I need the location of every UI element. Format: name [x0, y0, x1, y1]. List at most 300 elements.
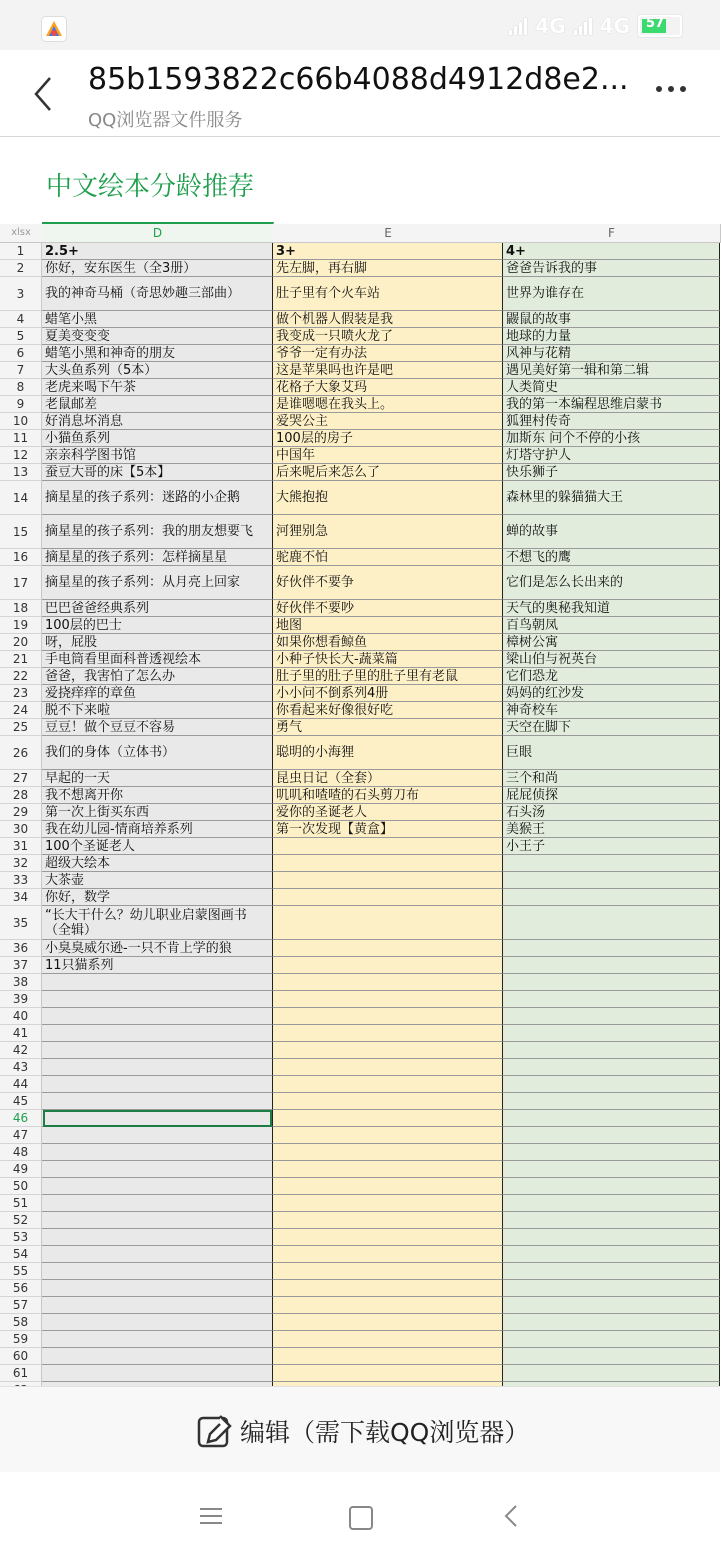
table-cell-f[interactable]	[503, 1093, 720, 1110]
table-cell-e[interactable]: 好伙伴不要争	[273, 566, 503, 600]
table-cell-f[interactable]: 灯塔守护人	[503, 447, 720, 464]
row-number[interactable]: 19	[0, 617, 42, 634]
table-cell-f[interactable]	[503, 1297, 720, 1314]
table-cell-d[interactable]	[42, 974, 273, 991]
table-cell-e[interactable]: 爷爷一定有办法	[273, 345, 503, 362]
table-cell-e[interactable]: 先左脚，再右脚	[273, 260, 503, 277]
table-row	[0, 345, 720, 362]
table-cell-d[interactable]: 爸爸，我害怕了怎么办	[42, 668, 273, 685]
row-number[interactable]: 20	[0, 634, 42, 651]
row-number[interactable]: 7	[0, 362, 42, 379]
row-number[interactable]: 27	[0, 770, 42, 787]
table-cell-e[interactable]: 这是苹果吗也许是吧	[273, 362, 503, 379]
row-number[interactable]: 40	[0, 1008, 42, 1025]
sheet-title: 中文绘本分龄推荐	[46, 172, 255, 202]
table-row	[0, 1025, 720, 1042]
row-number[interactable]: 16	[0, 549, 42, 566]
table-row	[0, 549, 720, 566]
row-number[interactable]: 22	[0, 668, 42, 685]
system-back-button[interactable]	[500, 1504, 524, 1528]
table-cell-d[interactable]: 摘星星的孩子系列：迷路的小企鹅	[42, 481, 273, 515]
table-cell-d[interactable]: 第一次上街买东西	[42, 804, 273, 821]
table-cell-d[interactable]: 手电筒看里面科普透视绘本	[42, 651, 273, 668]
row-number[interactable]: 5	[0, 328, 42, 345]
more-dots-icon	[656, 86, 662, 92]
table-cell-d[interactable]: 蚕豆大哥的床【5本】	[42, 464, 273, 481]
table-cell-d[interactable]: 你好，安东医生（全3册）	[42, 260, 273, 277]
table-cell-e[interactable]: 花格子大象艾玛	[273, 379, 503, 396]
table-cell-d[interactable]: 我在幼儿园-情商培养系列	[42, 821, 273, 838]
table-cell-f[interactable]	[503, 1042, 720, 1059]
table-row	[0, 277, 720, 311]
row-number[interactable]: 11	[0, 430, 42, 447]
table-cell-f[interactable]	[503, 872, 720, 889]
row-number[interactable]: 10	[0, 413, 42, 430]
row-number[interactable]: 8	[0, 379, 42, 396]
row-number[interactable]: 57	[0, 1297, 42, 1314]
row-number[interactable]: 41	[0, 1025, 42, 1042]
table-cell-d[interactable]	[42, 1008, 273, 1025]
table-cell-e[interactable]	[273, 872, 503, 889]
table-cell-f[interactable]	[503, 1314, 720, 1331]
table-cell-f[interactable]: 蝉的故事	[503, 515, 720, 549]
table-cell-d[interactable]	[42, 1348, 273, 1365]
table-cell-d[interactable]: 老虎来喝下午茶	[42, 379, 273, 396]
table-cell-f[interactable]: 屁屁侦探	[503, 787, 720, 804]
table-cell-f[interactable]: 百鸟朝凤	[503, 617, 720, 634]
table-cell-e[interactable]	[273, 1263, 503, 1280]
table-cell-e[interactable]	[273, 1127, 503, 1144]
table-cell-f[interactable]: 神奇校车	[503, 702, 720, 719]
table-cell-e[interactable]	[273, 889, 503, 906]
table-cell-e[interactable]	[273, 1348, 503, 1365]
table-row	[0, 617, 720, 634]
back-button[interactable]	[26, 72, 62, 116]
table-row	[0, 957, 720, 974]
row-number[interactable]: 46	[0, 1110, 42, 1127]
table-cell-d[interactable]	[42, 1059, 273, 1076]
table-cell-f[interactable]	[503, 1178, 720, 1195]
table-cell-f[interactable]	[503, 940, 720, 957]
table-row	[0, 379, 720, 396]
table-cell-e[interactable]: 3+	[273, 243, 503, 260]
table-cell-e[interactable]	[273, 1246, 503, 1263]
table-row	[0, 515, 720, 549]
table-cell-f[interactable]	[503, 1076, 720, 1093]
table-cell-f[interactable]: 遇见美好第一辑和第二辑	[503, 362, 720, 379]
table-cell-d[interactable]: 爱挠痒痒的章鱼	[42, 685, 273, 702]
table-cell-e[interactable]	[273, 1008, 503, 1025]
table-cell-f[interactable]: 妈妈的红沙发	[503, 685, 720, 702]
table-cell-f[interactable]: 天气的奥秘我知道	[503, 600, 720, 617]
table-cell-d[interactable]	[42, 1331, 273, 1348]
row-number[interactable]: 52	[0, 1212, 42, 1229]
table-row	[0, 481, 720, 515]
table-cell-d[interactable]: “长大干什么？幼儿职业启蒙图画书（全辑）	[42, 906, 273, 940]
more-button[interactable]	[656, 86, 696, 100]
table-cell-d[interactable]: 脱不下来啦	[42, 702, 273, 719]
table-row	[0, 328, 720, 345]
table-cell-f[interactable]	[503, 1161, 720, 1178]
column-header-f[interactable]: F	[503, 224, 721, 243]
table-cell-d[interactable]	[42, 1042, 273, 1059]
table-cell-f[interactable]	[503, 906, 720, 940]
table-cell-d[interactable]	[42, 1195, 273, 1212]
table-cell-e[interactable]	[273, 1076, 503, 1093]
table-cell-d[interactable]: 呀，屁股	[42, 634, 273, 651]
row-number[interactable]: 29	[0, 804, 42, 821]
table-row	[0, 736, 720, 770]
table-cell-d[interactable]	[42, 1178, 273, 1195]
table-cell-f[interactable]: 鼹鼠的故事	[503, 311, 720, 328]
table-cell-d[interactable]	[42, 1127, 273, 1144]
table-cell-e[interactable]	[273, 1314, 503, 1331]
table-row	[0, 702, 720, 719]
table-cell-f[interactable]: 风神与花精	[503, 345, 720, 362]
table-cell-e[interactable]: 做个机器人假装是我	[273, 311, 503, 328]
table-cell-e[interactable]	[273, 974, 503, 991]
status-indicators	[509, 14, 682, 38]
table-cell-f[interactable]: 巨眼	[503, 736, 720, 770]
table-cell-f[interactable]	[503, 1195, 720, 1212]
table-cell-f[interactable]: 人类简史	[503, 379, 720, 396]
table-cell-e[interactable]: 大熊抱抱	[273, 481, 503, 515]
row-number[interactable]: 3	[0, 277, 42, 311]
table-row	[0, 311, 720, 328]
table-row	[0, 447, 720, 464]
table-cell-f[interactable]	[503, 1280, 720, 1297]
table-cell-d[interactable]: 2.5+	[42, 243, 273, 260]
row-number[interactable]: 35	[0, 906, 42, 940]
table-cell-e[interactable]: 中国年	[273, 447, 503, 464]
table-cell-e[interactable]	[273, 1365, 503, 1382]
row-number[interactable]: 59	[0, 1331, 42, 1348]
row-number[interactable]: 9	[0, 396, 42, 413]
row-number[interactable]: 2	[0, 260, 42, 277]
home-button[interactable]	[349, 1506, 373, 1530]
table-cell-d[interactable]: 蜡笔小黑	[42, 311, 273, 328]
row-number[interactable]: 33	[0, 872, 42, 889]
table-row	[0, 770, 720, 787]
table-cell-d[interactable]: 早起的一天	[42, 770, 273, 787]
table-cell-f[interactable]	[503, 855, 720, 872]
row-number[interactable]: 54	[0, 1246, 42, 1263]
row-number[interactable]: 58	[0, 1314, 42, 1331]
recent-apps-button[interactable]	[200, 1508, 222, 1524]
table-cell-d[interactable]: 摘星星的孩子系列：怎样摘星星	[42, 549, 273, 566]
table-row	[0, 719, 720, 736]
column-header-e[interactable]: E	[273, 224, 504, 243]
table-cell-e[interactable]	[273, 1110, 503, 1127]
table-row	[0, 1008, 720, 1025]
table-cell-f[interactable]: 地球的力量	[503, 328, 720, 345]
table-cell-d[interactable]: 我们的身体（立体书）	[42, 736, 273, 770]
table-row	[0, 1144, 720, 1161]
row-number[interactable]: 44	[0, 1076, 42, 1093]
table-cell-f[interactable]: 小王子	[503, 838, 720, 855]
table-cell-d[interactable]: 亲亲科学图书馆	[42, 447, 273, 464]
table-cell-f[interactable]	[503, 1110, 720, 1127]
system-nav-bar	[0, 1472, 720, 1560]
table-row	[0, 634, 720, 651]
row-number[interactable]: 12	[0, 447, 42, 464]
row-number[interactable]: 26	[0, 736, 42, 770]
battery-icon	[638, 15, 682, 37]
table-cell-e[interactable]: 驼鹿不怕	[273, 549, 503, 566]
table-cell-f[interactable]: 三个和尚	[503, 770, 720, 787]
row-number[interactable]: 42	[0, 1042, 42, 1059]
table-row	[0, 974, 720, 991]
table-cell-f[interactable]	[503, 1025, 720, 1042]
table-cell-e[interactable]: 聪明的小海狸	[273, 736, 503, 770]
table-cell-f[interactable]	[503, 1331, 720, 1348]
row-number[interactable]: 48	[0, 1144, 42, 1161]
table-cell-f[interactable]: 加斯东 问个不停的小孩	[503, 430, 720, 447]
table-cell-f[interactable]: 森林里的躲猫猫大王	[503, 481, 720, 515]
table-cell-e[interactable]	[273, 1331, 503, 1348]
table-cell-d[interactable]	[42, 1093, 273, 1110]
table-row	[0, 1093, 720, 1110]
table-cell-d[interactable]: 豆豆！做个豆豆不容易	[42, 719, 273, 736]
row-number[interactable]: 50	[0, 1178, 42, 1195]
table-cell-d[interactable]	[42, 1314, 273, 1331]
table-cell-d[interactable]	[42, 1212, 273, 1229]
table-cell-d[interactable]: 小猫鱼系列	[42, 430, 273, 447]
table-cell-f[interactable]: 4+	[503, 243, 720, 260]
table-row	[0, 1212, 720, 1229]
table-cell-f[interactable]	[503, 889, 720, 906]
table-cell-d[interactable]	[42, 1263, 273, 1280]
row-number[interactable]: 43	[0, 1059, 42, 1076]
table-cell-e[interactable]: 好伙伴不要吵	[273, 600, 503, 617]
table-cell-d[interactable]	[42, 1365, 273, 1382]
table-row	[0, 1331, 720, 1348]
column-header-d[interactable]: D	[42, 222, 274, 243]
row-number[interactable]: 6	[0, 345, 42, 362]
row-number[interactable]: 13	[0, 464, 42, 481]
table-cell-f[interactable]: 快乐狮子	[503, 464, 720, 481]
table-cell-d[interactable]	[42, 1144, 273, 1161]
table-cell-f[interactable]	[503, 1365, 720, 1382]
row-number[interactable]: 21	[0, 651, 42, 668]
table-cell-d[interactable]: 好消息坏消息	[42, 413, 273, 430]
row-number[interactable]: 1	[0, 243, 42, 260]
table-cell-d[interactable]: 100个圣诞老人	[42, 838, 273, 855]
table-cell-f[interactable]: 樟树公寓	[503, 634, 720, 651]
table-cell-e[interactable]: 勇气	[273, 719, 503, 736]
table-cell-e[interactable]	[273, 957, 503, 974]
row-number[interactable]: 38	[0, 974, 42, 991]
sheet-corner[interactable]: xlsx	[0, 224, 43, 243]
table-row	[0, 1365, 720, 1382]
table-cell-d[interactable]	[42, 1229, 273, 1246]
table-row	[0, 1297, 720, 1314]
table-row	[0, 940, 720, 957]
table-cell-e[interactable]: 如果你想看鲸鱼	[273, 634, 503, 651]
table-cell-e[interactable]	[273, 1297, 503, 1314]
table-cell-f[interactable]	[503, 1263, 720, 1280]
table-cell-f[interactable]	[503, 1229, 720, 1246]
table-cell-f[interactable]	[503, 1144, 720, 1161]
table-cell-f[interactable]: 它们恐龙	[503, 668, 720, 685]
table-cell-f[interactable]: 世界为谁存在	[503, 277, 720, 311]
table-row	[0, 566, 720, 600]
row-number[interactable]: 56	[0, 1280, 42, 1297]
table-cell-e[interactable]: 小种子快长大-蔬菜篇	[273, 651, 503, 668]
edit-button[interactable]	[196, 1409, 529, 1453]
table-cell-d[interactable]	[42, 1280, 273, 1297]
table-cell-d[interactable]: 11只猫系列	[42, 957, 273, 974]
selected-cell-outline	[43, 1110, 272, 1127]
table-cell-e[interactable]	[273, 1229, 503, 1246]
table-row	[0, 413, 720, 430]
row-number[interactable]: 23	[0, 685, 42, 702]
table-cell-e[interactable]: 叽叽和喳喳的石头剪刀布	[273, 787, 503, 804]
table-cell-f[interactable]	[503, 957, 720, 974]
table-row	[0, 804, 720, 821]
table-cell-d[interactable]: 摘星星的孩子系列：我的朋友想要飞	[42, 515, 273, 549]
table-cell-f[interactable]	[503, 1008, 720, 1025]
table-cell-d[interactable]: 我不想离开你	[42, 787, 273, 804]
table-cell-e[interactable]: 我变成一只喷火龙了	[273, 328, 503, 345]
row-number[interactable]: 31	[0, 838, 42, 855]
table-cell-e[interactable]	[273, 991, 503, 1008]
table-cell-d[interactable]: 你好，数学	[42, 889, 273, 906]
table-cell-d[interactable]: 摘星星的孩子系列：从月亮上回家	[42, 566, 273, 600]
table-cell-f[interactable]: 不想飞的鹰	[503, 549, 720, 566]
table-cell-f[interactable]	[503, 974, 720, 991]
row-number[interactable]: 53	[0, 1229, 42, 1246]
table-cell-e[interactable]: 爱哭公主	[273, 413, 503, 430]
table-cell-d[interactable]	[42, 1161, 273, 1178]
table-cell-f[interactable]: 梁山伯与祝英台	[503, 651, 720, 668]
table-cell-d[interactable]: 巴巴爸爸经典系列	[42, 600, 273, 617]
table-cell-e[interactable]	[273, 1212, 503, 1229]
row-number[interactable]: 25	[0, 719, 42, 736]
row-number[interactable]: 37	[0, 957, 42, 974]
table-cell-e[interactable]	[273, 838, 503, 855]
table-row	[0, 1314, 720, 1331]
table-cell-f[interactable]: 爸爸告诉我的事	[503, 260, 720, 277]
table-cell-d[interactable]: 我的神奇马桶（奇思妙趣三部曲）	[42, 277, 273, 311]
row-number[interactable]: 55	[0, 1263, 42, 1280]
table-cell-f[interactable]: 石头汤	[503, 804, 720, 821]
row-number[interactable]: 61	[0, 1365, 42, 1382]
table-cell-f[interactable]	[503, 1246, 720, 1263]
row-number[interactable]: 15	[0, 515, 42, 549]
table-cell-e[interactable]: 是谁嗯嗯在我头上。	[273, 396, 503, 413]
row-number[interactable]: 60	[0, 1348, 42, 1365]
app-notification-icon	[42, 17, 66, 41]
table-cell-e[interactable]	[273, 1042, 503, 1059]
table-row	[0, 1280, 720, 1297]
table-cell-e[interactable]	[273, 1161, 503, 1178]
table-cell-e[interactable]	[273, 906, 503, 940]
row-number[interactable]: 47	[0, 1127, 42, 1144]
table-cell-f[interactable]	[503, 1348, 720, 1365]
table-row	[0, 889, 720, 906]
table-cell-e[interactable]: 后来呢后来怎么了	[273, 464, 503, 481]
table-cell-f[interactable]: 美猴王	[503, 821, 720, 838]
table-cell-e[interactable]: 100层的房子	[273, 430, 503, 447]
row-number[interactable]: 39	[0, 991, 42, 1008]
table-cell-d[interactable]: 100层的巴士	[42, 617, 273, 634]
table-cell-f[interactable]	[503, 991, 720, 1008]
edit-icon	[196, 1412, 234, 1450]
row-number[interactable]: 36	[0, 940, 42, 957]
row-number[interactable]: 45	[0, 1093, 42, 1110]
table-cell-f[interactable]	[503, 1127, 720, 1144]
table-cell-d[interactable]: 小臭臭威尔逊-一只不肯上学的狼	[42, 940, 273, 957]
table-cell-f[interactable]	[503, 1212, 720, 1229]
table-cell-e[interactable]	[273, 1144, 503, 1161]
table-cell-d[interactable]	[42, 1076, 273, 1093]
row-number[interactable]: 34	[0, 889, 42, 906]
row-number[interactable]: 24	[0, 702, 42, 719]
table-cell-d[interactable]: 夏美变变变	[42, 328, 273, 345]
row-number[interactable]: 51	[0, 1195, 42, 1212]
table-cell-e[interactable]: 爱你的圣诞老人	[273, 804, 503, 821]
row-number[interactable]: 17	[0, 566, 42, 600]
table-cell-f[interactable]	[503, 1059, 720, 1076]
table-cell-e[interactable]	[273, 940, 503, 957]
table-cell-e[interactable]	[273, 1178, 503, 1195]
table-cell-f[interactable]: 它们是怎么长出来的	[503, 566, 720, 600]
table-row	[0, 260, 720, 277]
table-cell-e[interactable]	[273, 1025, 503, 1042]
row-number[interactable]: 28	[0, 787, 42, 804]
table-cell-f[interactable]: 狐狸村传奇	[503, 413, 720, 430]
table-cell-e[interactable]: 第一次发现【黄盒】	[273, 821, 503, 838]
row-number[interactable]: 14	[0, 481, 42, 515]
table-cell-d[interactable]: 大茶壶	[42, 872, 273, 889]
row-number[interactable]: 4	[0, 311, 42, 328]
row-number[interactable]: 18	[0, 600, 42, 617]
table-cell-e[interactable]	[273, 1195, 503, 1212]
table-cell-e[interactable]	[273, 1059, 503, 1076]
table-cell-d[interactable]: 蜡笔小黑和神奇的朋友	[42, 345, 273, 362]
row-number[interactable]: 30	[0, 821, 42, 838]
table-cell-d[interactable]	[42, 1246, 273, 1263]
table-cell-e[interactable]	[273, 1280, 503, 1297]
table-cell-e[interactable]: 昆虫日记（全套）	[273, 770, 503, 787]
row-number[interactable]: 49	[0, 1161, 42, 1178]
table-row	[0, 872, 720, 889]
table-cell-e[interactable]: 肚子里的肚子里的肚子里有老鼠	[273, 668, 503, 685]
spreadsheet-grid[interactable]	[0, 224, 720, 1386]
row-number[interactable]: 32	[0, 855, 42, 872]
table-row	[0, 855, 720, 872]
table-row	[0, 1059, 720, 1076]
table-cell-f[interactable]: 天空在脚下	[503, 719, 720, 736]
bottom-action-bar	[0, 1386, 720, 1473]
table-cell-e[interactable]	[273, 1093, 503, 1110]
table-cell-d[interactable]: 超级大绘本	[42, 855, 273, 872]
table-cell-d[interactable]	[42, 991, 273, 1008]
table-cell-e[interactable]: 小小问不倒系列4册	[273, 685, 503, 702]
table-cell-e[interactable]: 河狸别急	[273, 515, 503, 549]
table-cell-d[interactable]: 老鼠邮差	[42, 396, 273, 413]
table-cell-e[interactable]: 地图	[273, 617, 503, 634]
table-cell-d[interactable]: 大头鱼系列（5本）	[42, 362, 273, 379]
table-cell-e[interactable]	[273, 855, 503, 872]
table-cell-d[interactable]	[42, 1025, 273, 1042]
table-cell-d[interactable]	[42, 1297, 273, 1314]
table-row	[0, 838, 720, 855]
table-cell-e[interactable]: 肚子里有个火车站	[273, 277, 503, 311]
table-cell-f[interactable]: 我的第一本编程思维启蒙书	[503, 396, 720, 413]
table-cell-e[interactable]: 你看起来好像很好吃	[273, 702, 503, 719]
